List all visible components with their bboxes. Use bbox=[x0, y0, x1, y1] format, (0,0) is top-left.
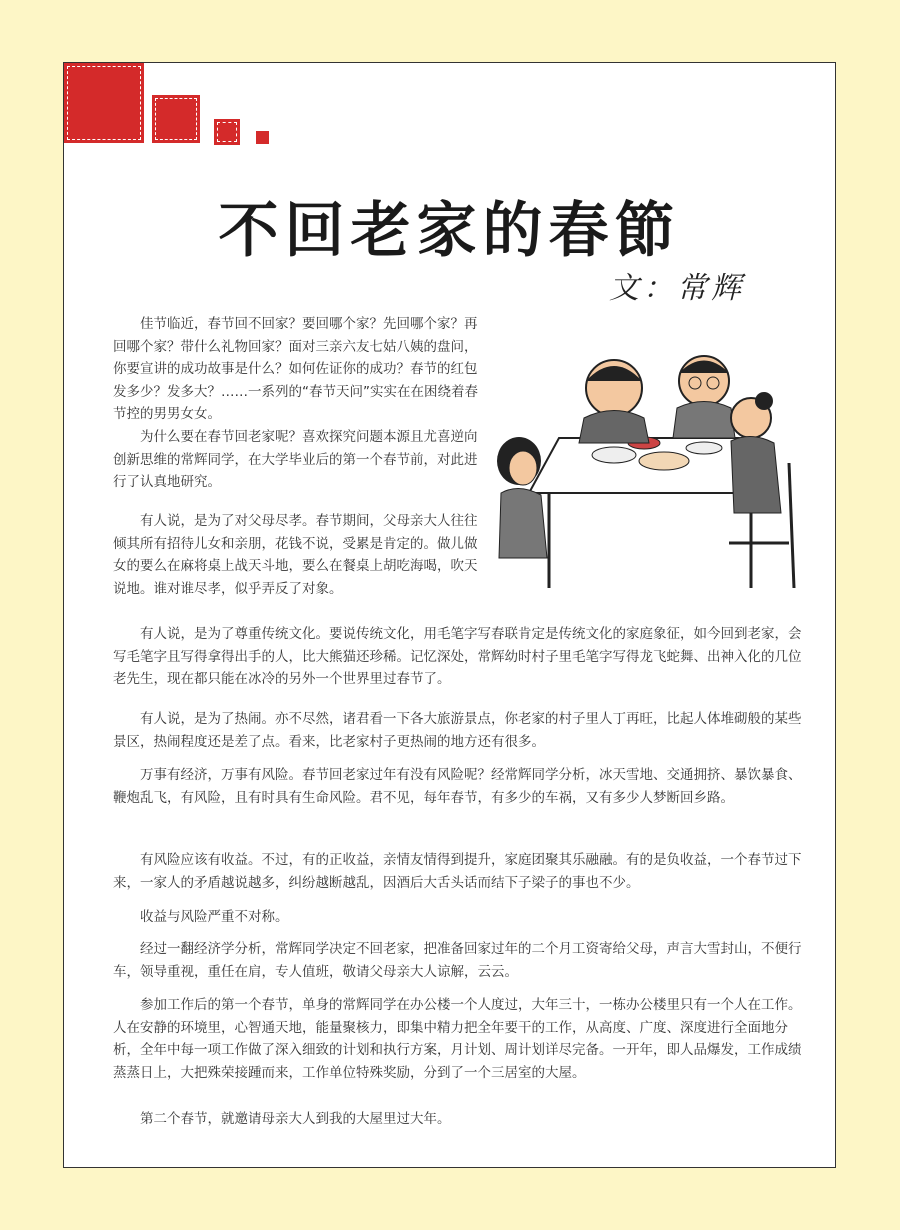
paragraph-11: 第二个春节，就邀请母亲大人到我的大屋里过大年。 bbox=[140, 1111, 451, 1127]
paragraph-3: 有人说，是为了对父母尽孝。春节期间，父母亲大人往往倾其所有招待儿女和亲朋，花钱不说，受累是肯定的。做儿做女的要么在麻将桌上战天斗地，要么在餐桌上胡吃海喝，吹天说地。谁对谁尽孝，似乎弄反了对象。 bbox=[113, 513, 478, 597]
paragraph-5: 有人说，是为了热闹。亦不尽然，诸君看一下各大旅游景点，你老家的村子里人丁再旺，比起人体堆砌般的某些景区，热闹程度还是差了点。看来，比老家村子更热闹的地方还有很多。 bbox=[113, 711, 802, 750]
seal-stamp-tiny bbox=[256, 131, 269, 144]
paragraph-1: 佳节临近，春节回不回家？要回哪个家？先回哪个家？再回哪个家？带什么礼物回家？面对三亲六友七姑八姨的盘问，你要宣讲的成功故事是什么？如何佐证你的成功？春节的红包发多少？发多大？……一系列的“春节天问”实实在在困绕着春节控的男男女女。 bbox=[113, 316, 478, 422]
paragraph-4: 有人说，是为了尊重传统文化。要说传统文化，用毛笔字写春联肯定是传统文化的家庭象征，如今回到老家，会写毛笔字且写得拿得出手的人，比大熊猫还珍稀。记忆深处，常辉幼时村子里毛笔字写得龙飞蛇舞、出神入化的几位老先生，现在都只能在冰冷的另外一个世界里过春节了。 bbox=[113, 626, 802, 687]
paragraph-10: 参加工作后的第一个春节，单身的常辉同学在办公楼一个人度过，大年三十，一栋办公楼里只有一个人在工作。人在安静的环境里，心智通天地，能量聚核力，即集中精力把全年要干的工作，从高度、广度、深度进行全面地分析，全年中每一项工作做了深入细致的计划和执行方案，月计划、周计划详尽完备。一开年，即人品爆发，工作成绩蒸蒸日上，大把殊荣接踵而来，工作单位特殊奖励，分到了一个三居室的大屋。 bbox=[113, 997, 802, 1081]
article-title: 不回老家的春節 bbox=[218, 196, 681, 266]
paragraph-9: 经过一翻经济学分析，常辉同学决定不回老家，把准备回家过年的二个月工资寄给父母，声言大雪封山，不便行车，领导重视，重任在肩，专人值班，敬请父母亲大人谅解，云云。 bbox=[113, 941, 802, 980]
seal-stamp-large bbox=[64, 63, 144, 143]
seal-stamp-small bbox=[214, 119, 240, 145]
family-dinner-illustration bbox=[489, 343, 809, 603]
paragraph-2: 为什么要在春节回老家呢？喜欢探究问题本源且尤喜逆向创新思维的常辉同学，在大学毕业后的第一个春节前，对此进行了认真地研究。 bbox=[113, 429, 478, 490]
seal-stamp-medium bbox=[152, 95, 200, 143]
article-page bbox=[63, 62, 836, 1168]
article-byline: 文：常辉 bbox=[609, 271, 745, 306]
paragraph-7: 有风险应该有收益。不过，有的正收益，亲情友情得到提升，家庭团聚其乐融融。有的是负收益，一个春节过下来，一家人的矛盾越说越多，纠纷越断越乱，因酒后大舌头话而结下子梁子的事也不少。 bbox=[113, 852, 802, 891]
paragraph-8: 收益与风险严重不对称。 bbox=[140, 909, 289, 925]
paragraph-6: 万事有经济，万事有风险。春节回老家过年有没有风险呢？经常辉同学分析，冰天雪地、交通拥挤、暴饮暴食、鞭炮乱飞，有风险，且有时具有生命风险。君不见，每年春节，有多少的车祸，又有多少人梦断回乡路。 bbox=[113, 767, 802, 806]
